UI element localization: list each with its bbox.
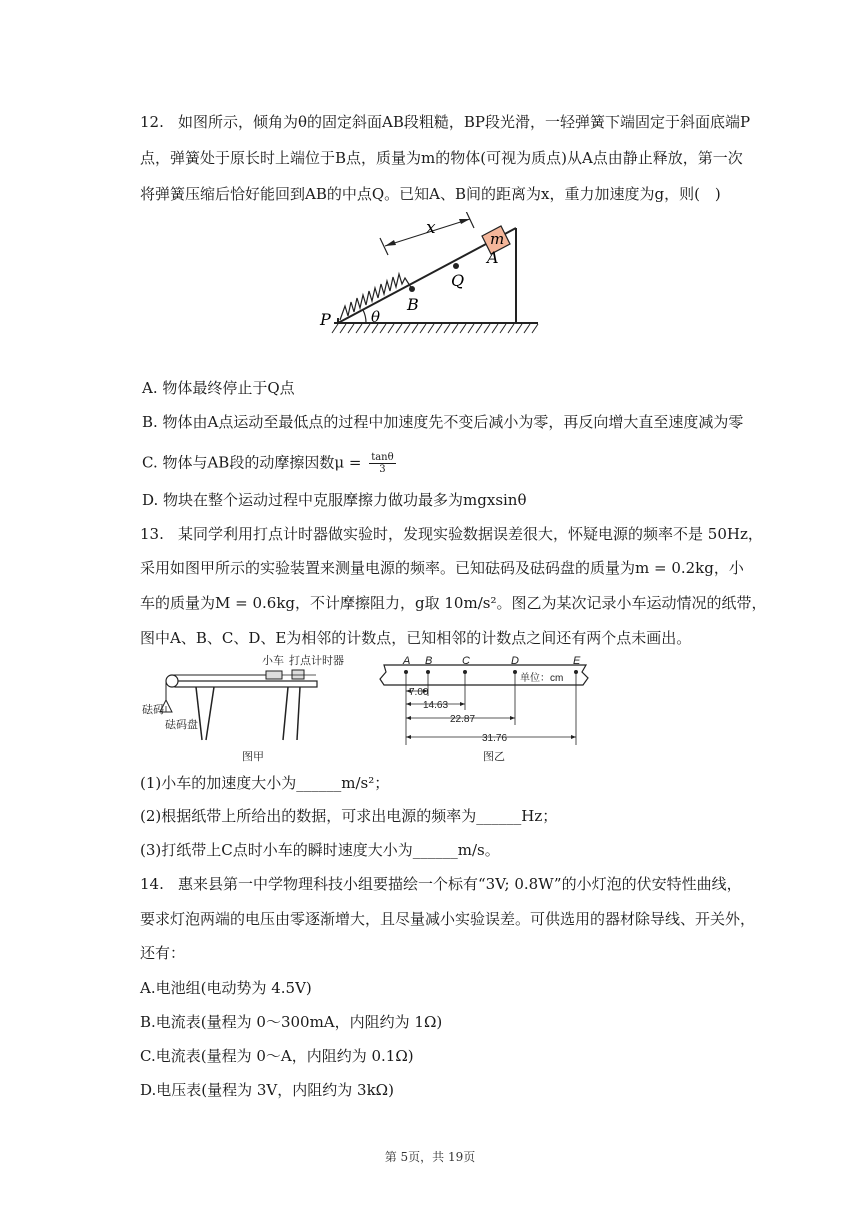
q14-item-a: A.电池组(电动势为 4.5V) [140, 979, 312, 997]
q13-sub1: (1)小车的加速度大小为______m/s²； [140, 774, 390, 792]
q14-item-b: B.电流表(量程为 0～300mA，内阻约为 1Ω) [140, 1013, 443, 1031]
caption-yi: 图乙 [483, 751, 505, 763]
ticker-tape-figure [376, 650, 596, 768]
q13-line3: 车的质量为M = 0.6kg，不计摩擦阻力，g取 10m/s²。图乙为某次记录小车运动情况的纸带， [140, 594, 767, 612]
label-pan: 砝码盘 [165, 719, 198, 731]
label-A: A [487, 248, 499, 267]
q12-line3: 将弹簧压缩后恰好能回到AB的中点Q。已知A、B间的距离为x，重力加速度为g，则( ) [140, 185, 721, 203]
dist-ab: 7.00 [409, 687, 429, 698]
dist-ae: 31.76 [482, 733, 508, 744]
q14-item-c: C.电流表(量程为 0～A，内阻约为 0.1Ω) [140, 1047, 414, 1065]
svg-text:A: A [403, 655, 411, 667]
q13-line1: 13. 某同学利用打点计时器做实验时，发现实验数据误差很大，怀疑电源的频率不是 50Hz， [140, 525, 763, 543]
svg-text:C: C [462, 655, 470, 667]
q12-option-b: B. 物体由A点运动至最低点的过程中加速度先不变后减小为零，再反向增大直至速度减为零 [142, 413, 744, 431]
q13-line2: 采用如图甲所示的实验装置来测量电源的频率。已知砝码及砝码盘的质量为m = 0.2kg，小 [140, 559, 744, 577]
svg-text:E: E [573, 655, 581, 667]
caption-jia: 图甲 [242, 751, 264, 763]
q12-option-a: A. 物体最终停止于Q点 [142, 379, 295, 397]
label-Q: Q [451, 271, 465, 290]
svg-text:D: D [511, 655, 519, 667]
label-B: B [407, 295, 419, 314]
label-x: x [426, 218, 436, 238]
q14-line3: 还有： [140, 944, 186, 962]
q14-line2: 要求灯泡两端的电压由零逐渐增大，且尽量减小实验误差。可供选用的器材除导线、开关外， [140, 910, 756, 928]
label-P: P [320, 310, 331, 329]
dist-ac: 14.63 [423, 700, 449, 711]
label-theta: θ [371, 308, 381, 326]
svg-text:B: B [425, 655, 433, 667]
fraction: $\frac{\tan\theta}{3}$ [371, 452, 394, 475]
page-footer: 第 5页，共 19页 [384, 1150, 476, 1164]
dist-ad: 22.87 [450, 714, 476, 725]
q12-line1: 12. 如图所示，倾角为θ的固定斜面AB段粗糙，BP段光滑，一轻弹簧下端固定于斜面底端P [140, 113, 751, 131]
q14-item-d: D.电压表(量程为 3V，内阻约为 3kΩ) [140, 1081, 394, 1099]
q12-option-c: C. 物体与AB段的动摩擦因数μ = $\frac{\tan\theta}{3}$ [142, 452, 394, 475]
q14-line1: 14. 惠来县第一中学物理科技小组要描绘一个标有“3V; 0.8W”的小灯泡的伏安特性曲线， [140, 875, 742, 893]
q12-option-d: D. 物块在整个运动过程中克服摩擦力做功最多为mgxsinθ [142, 491, 527, 509]
label-timer: 打点计时器 [289, 655, 344, 667]
q13-sub3: (3)打纸带上C点时小车的瞬时速度大小为______m/s。 [140, 841, 500, 859]
label-car: 小车 [262, 655, 284, 667]
apparatus-figure [142, 650, 360, 768]
q12-line2: 点，弹簧处于原长时上端位于B点，质量为m的物体(可视为质点)从A点由静止释放，第一次 [140, 149, 743, 167]
q13-line4: 图中A、B、C、D、E为相邻的计数点，已知相邻的计数点之间还有两个点未画出。 [140, 629, 692, 647]
q13-number: 13. [140, 525, 164, 543]
q13-sub2: (2)根据纸带上所给出的数据，可求出电源的频率为______Hz； [140, 807, 558, 825]
q12-number: 12. [140, 113, 164, 131]
label-m: m [490, 230, 505, 248]
unit-label: 单位：cm [520, 673, 564, 684]
label-weight: 砝码 [142, 704, 164, 716]
q14-number: 14. [140, 875, 164, 893]
incline-spring-figure [318, 212, 548, 340]
